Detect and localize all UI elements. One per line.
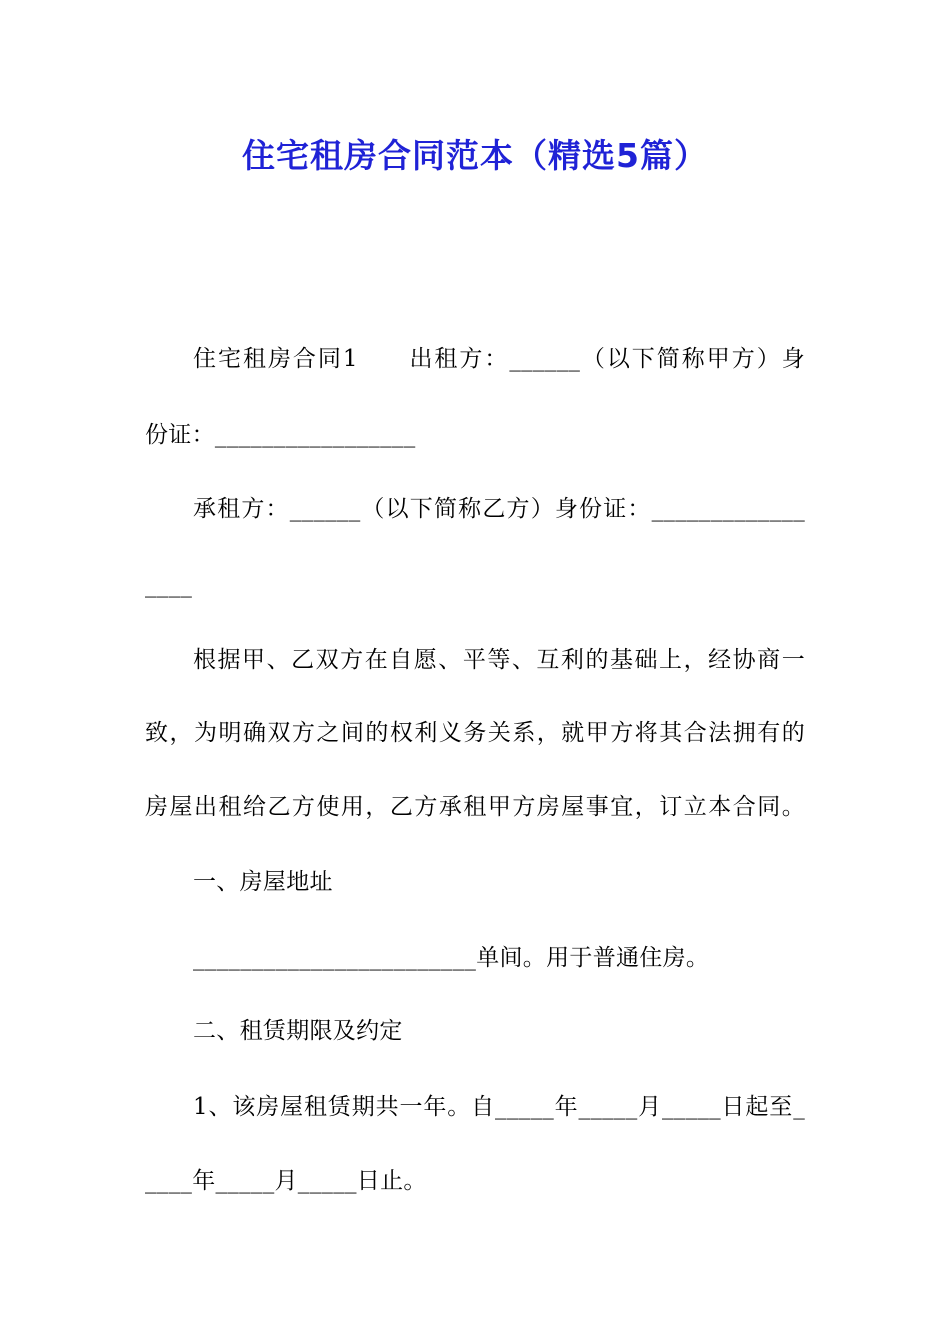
paragraph-line: ____ <box>145 572 193 598</box>
section-heading: 二、租赁期限及约定 <box>193 1018 403 1044</box>
paragraph-line: ____年_____月_____日止。 <box>145 1168 427 1194</box>
paragraph-line: 承租方：______（以下简称乙方）身份证：_____________ <box>193 496 805 522</box>
paragraph-line: ________________________单间。用于普通住房。 <box>193 945 710 971</box>
document-title: 住宅租房合同范本（精选5篇） <box>242 136 708 175</box>
paragraph-line: 住宅租房合同1 出租方：______（以下简称甲方）身 <box>193 346 805 372</box>
paragraph-line: 份证：_________________ <box>145 422 416 448</box>
paragraph-line: 致，为明确双方之间的权利义务关系，就甲方将其合法拥有的 <box>145 720 805 746</box>
paragraph-line: 根据甲、乙双方在自愿、平等、互利的基础上，经协商一 <box>193 647 805 673</box>
paragraph-line: 1、该房屋租赁期共一年。自_____年_____月_____日起至_ <box>193 1094 805 1120</box>
section-heading: 一、房屋地址 <box>193 869 333 895</box>
paragraph-line: 房屋出租给乙方使用，乙方承租甲方房屋事宜，订立本合同。 <box>145 794 805 820</box>
